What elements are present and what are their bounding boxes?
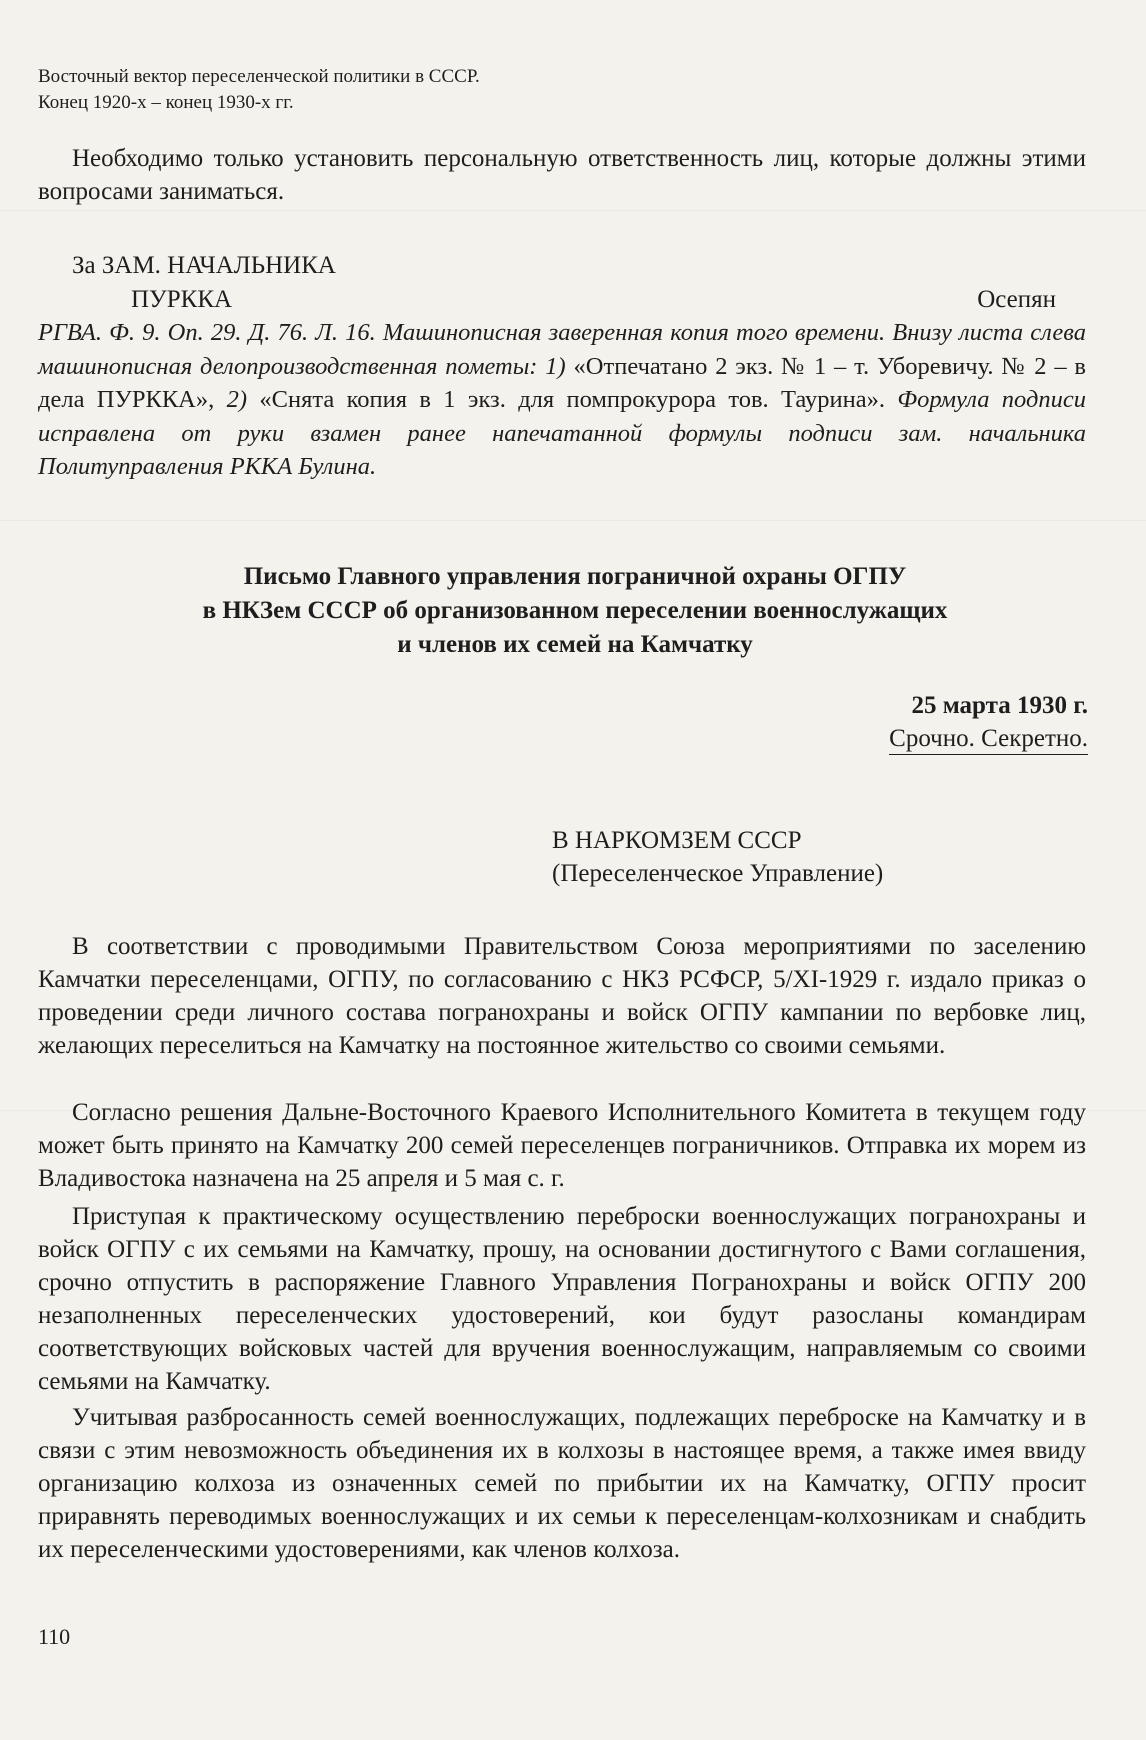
signature-title-line2: ПУРККА (131, 286, 233, 313)
running-header-line1: Восточный вектор переселенческой политики в СССР. (38, 66, 480, 87)
bleed-line (0, 520, 1146, 521)
archival-note-part5: Формула подписи исправлена от руки взамен ранее напечатанной формулы подписи зам. начальника Политуправления РККА Булина. (38, 386, 1087, 480)
body-paragraph-4: Учитывая разбросанность семей военнослужащих, подлежащих переброске на Камчатку и в связи с этим невозможность объединения их в колхозы в настоящее время, а также имея ввиду организацию колхоза из означенных семей по прибытии их на Камчатку, ОГПУ просит приравнять переводимых военнослужащих и их семьи к переселенцам-колхозникам и снабдить их переселенческими удостоверениями, как членов колхоза. (38, 1404, 1086, 1563)
body-paragraph-3: Приступая к практическому осуществлению переброски военнослужащих погранохраны и войск ОГПУ с их семьями на Камчатку, прошу, на основании достигнутого с Вами соглашения, срочно отпустить в распоряжение Главного Управления Погранохраны и войск ОГПУ 200 незаполненных переселенческих удостоверений, кои будут разосланы командирам соответствующих войсковых частей для вручения военнослужащим, направляемым со своими семьями на Камчатку. (38, 1203, 1086, 1395)
page-number: 110 (38, 1624, 71, 1649)
archival-note-part2: «Отпечатано 2 экз. № 1 – т. Уборевичу. № 2 – в дела ПУРККА», (38, 352, 1086, 413)
document-title (60, 560, 1090, 662)
classification-stamp: Срочно. Секретно. (889, 725, 1088, 755)
archival-note-part4: «Снята копия в 1 экз. для помпрокурора тов. Таурина». (247, 386, 898, 413)
body-paragraph-1: В соответствии с проводимыми Правительством Союза мероприятиями по заселению Камчатки переселенцами, ОГПУ, по согласованию с НКЗ РСФСР, 5/XI-1929 г. издало приказ о проведении среди личного состава погранохраны и войск ОГПУ кампании по вербовке лиц, желающих переселиться на Камчатку на постоянное жительство со своими семьями. (38, 933, 1086, 1059)
document-date: 25 марта 1930 г. (911, 692, 1088, 719)
document-title-line2: в НКЗем СССР об организованном переселении военнослужащих (202, 597, 948, 624)
intro-paragraph: Необходимо только установить персональную ответственность лиц, которые должны этими вопросами заниматься. (38, 145, 1086, 205)
addressee (552, 824, 883, 890)
signature-name: Осепян (977, 286, 1056, 313)
running-header (38, 64, 480, 116)
archival-note (38, 316, 1086, 484)
document-title-line3: и членов их семей на Камчатку (397, 631, 753, 658)
running-header-line2: Конец 1920-х – конец 1930-х гг. (38, 92, 294, 113)
signature-title-line1: За ЗАМ. НАЧАЛЬНИКА (72, 252, 336, 279)
signature-block (38, 250, 1088, 320)
addressee-line2: (Переселенческое Управление) (552, 860, 884, 887)
archival-note-part3: 2) (226, 386, 248, 413)
archival-note-part1: РГВА. Ф. 9. Оп. 29. Д. 76. Л. 16. Машинописная заверенная копия того времени. Внизу листа слева машинописная делопроизводственная пометы: 1) (38, 319, 1086, 380)
body-paragraph-2: Согласно решения Дальне-Восточного Краевого Исполнительного Комитета в текущем году может быть принято на Камчатку 200 семей переселенцев пограничников. Отправка их морем из Владивостока назначена на 25 апреля и 5 мая с. г. (38, 1099, 1086, 1192)
addressee-line1: В НАРКОМЗЕМ СССР (552, 827, 802, 854)
document-title-line1: Письмо Главного управления пограничной охраны ОГПУ (243, 563, 907, 590)
bleed-line (0, 210, 1146, 211)
